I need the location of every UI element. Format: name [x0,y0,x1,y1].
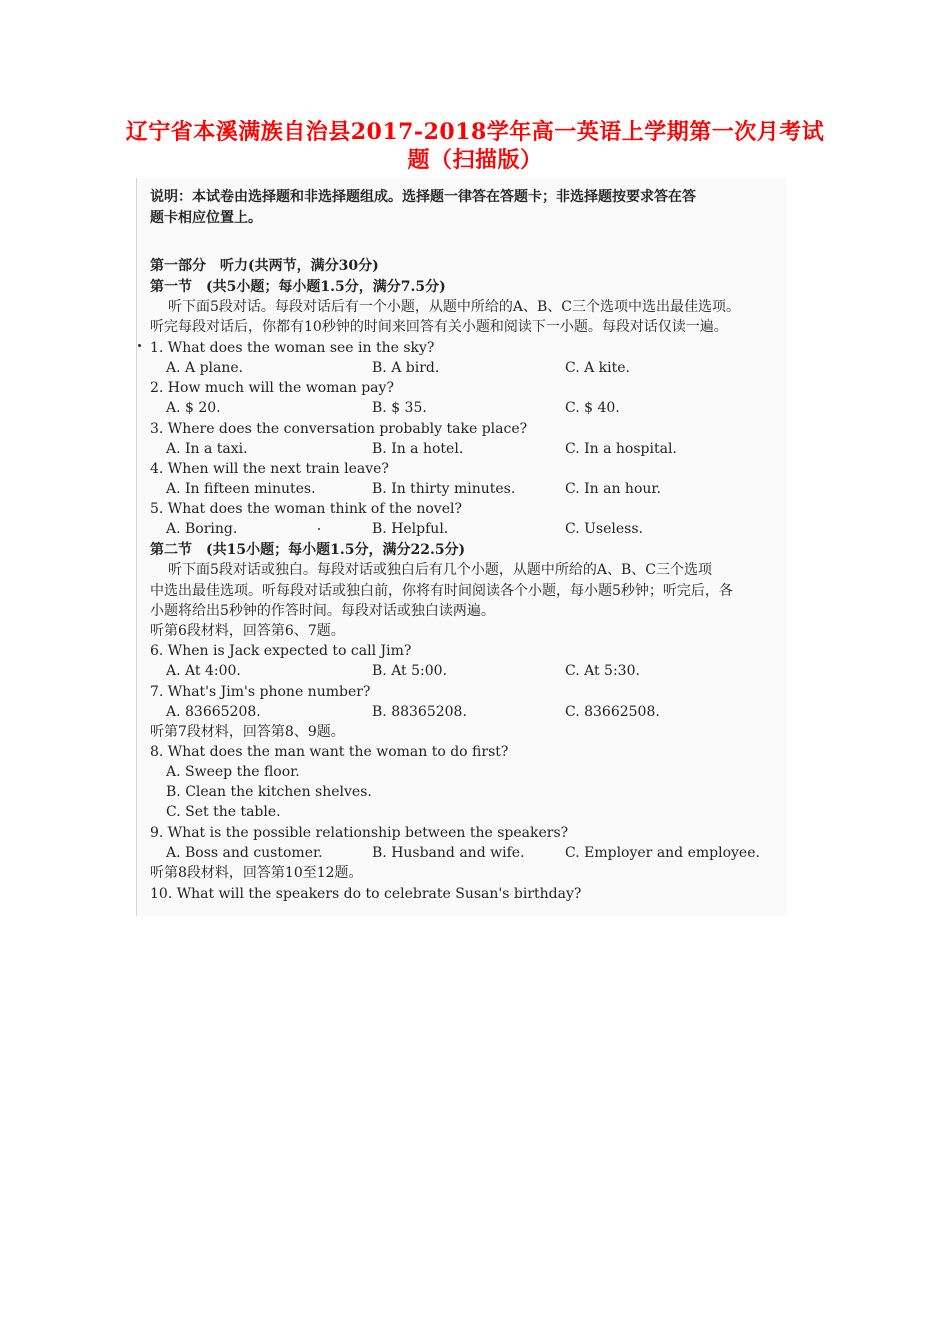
question-8-option-c: C. Set the table. [166,804,281,820]
question-6-option-a: A. At 4:00. [166,663,241,679]
question-2-option-a: A. $ 20. [166,400,221,416]
question-3-option-c: C. In a hospital. [565,441,677,457]
section1-instruction-2: 听完每段对话后，你都有10秒钟的时间来回答有关小题和阅读下一小题。每段对话仅读一遍。 [150,319,728,335]
section2-instruction-3: 小题将给出5秒钟的作答时间。每段对话或独白读两遍。 [150,603,495,619]
question-5-option-c: C. Useless. [565,521,643,537]
section2-instruction-1: 听下面5段对话或独白。每段对话或独白后有几个小题，从题中所给的A、B、C三个选项 [168,562,713,578]
question-8-stem: 8. What does the man want the woman to do first? [150,744,509,760]
scan-speck [318,528,320,530]
question-4-option-b: B. In thirty minutes. [372,481,516,497]
question-9-stem: 9. What is the possible relationship between the speakers? [150,825,569,841]
question-2-option-b: B. $ 35. [372,400,427,416]
question-7-option-b: B. 88365208. [372,704,467,720]
intro-line-1: 说明：本试卷由选择题和非选择题组成。选择题一律答在答题卡；非选择题按要求答在答 [150,189,696,205]
title-line-1: 辽宁省本溪满族自治县2017-2018学年高一英语上学期第一次月考试 [125,119,825,145]
material-7-note: 听第7段材料，回答第8、9题。 [150,724,345,740]
question-8-option-b: B. Clean the kitchen shelves. [166,784,372,800]
question-4-option-a: A. In fifteen minutes. [166,481,316,497]
question-9-option-a: A. Boss and customer. [166,845,323,861]
question-9-option-b: B. Husband and wife. [372,845,525,861]
question-3-stem: 3. Where does the conversation probably take place? [150,421,528,437]
question-2-option-c: C. $ 40. [565,400,620,416]
question-4-option-c: C. In an hour. [565,481,661,497]
question-4-stem: 4. When will the next train leave? [150,461,389,477]
material-6-note: 听第6段材料，回答第6、7题。 [150,623,345,639]
question-5-option-b: B. Helpful. [372,521,449,537]
part1-heading: 第一部分 听力(共两节，满分30分) [150,258,379,274]
question-7-option-c: C. 83662508. [565,704,660,720]
scan-speck [138,344,141,347]
question-1-option-a: A. A plane. [166,360,244,376]
question-1-option-c: C. A kite. [565,360,630,376]
question-6-option-b: B. At 5:00. [372,663,448,679]
section1-heading: 第一节 (共5小题；每小题1.5分，满分7.5分) [150,279,446,295]
question-7-stem: 7. What's Jim's phone number? [150,684,371,700]
document-title [120,118,830,174]
question-10-stem: 10. What will the speakers do to celebrate Susan's birthday? [150,886,582,902]
question-6-option-c: C. At 5:30. [565,663,640,679]
question-2-stem: 2. How much will the woman pay? [150,380,394,396]
intro-line-2: 题卡相应位置上。 [150,210,262,226]
question-1-stem: 1. What does the woman see in the sky? [150,340,435,356]
question-3-option-b: B. In a hotel. [372,441,464,457]
question-5-stem: 5. What does the woman think of the novel? [150,501,462,517]
question-1-option-b: B. A bird. [372,360,440,376]
section2-instruction-2: 中选出最佳选项。听每段对话或独白前，你将有时间阅读各个小题，每小题5秒钟；听完后，各 [150,583,733,599]
question-6-stem: 6. When is Jack expected to call Jim? [150,643,412,659]
title-line-2: 题（扫描版） [407,147,543,173]
section1-instruction-1: 听下面5段对话。每段对话后有一个小题，从题中所给的A、B、C三个选项中选出最佳选项。 [168,299,741,315]
section2-heading: 第二节 (共15小题；每小题1.5分，满分22.5分) [150,542,466,558]
question-9-option-c: C. Employer and employee. [565,845,760,861]
question-3-option-a: A. In a taxi. [166,441,248,457]
material-8-note: 听第8段材料，回答第10至12题。 [150,865,363,881]
question-5-option-a: A. Boring. [166,521,238,537]
question-7-option-a: A. 83665208. [166,704,261,720]
question-8-option-a: A. Sweep the floor. [166,764,300,780]
